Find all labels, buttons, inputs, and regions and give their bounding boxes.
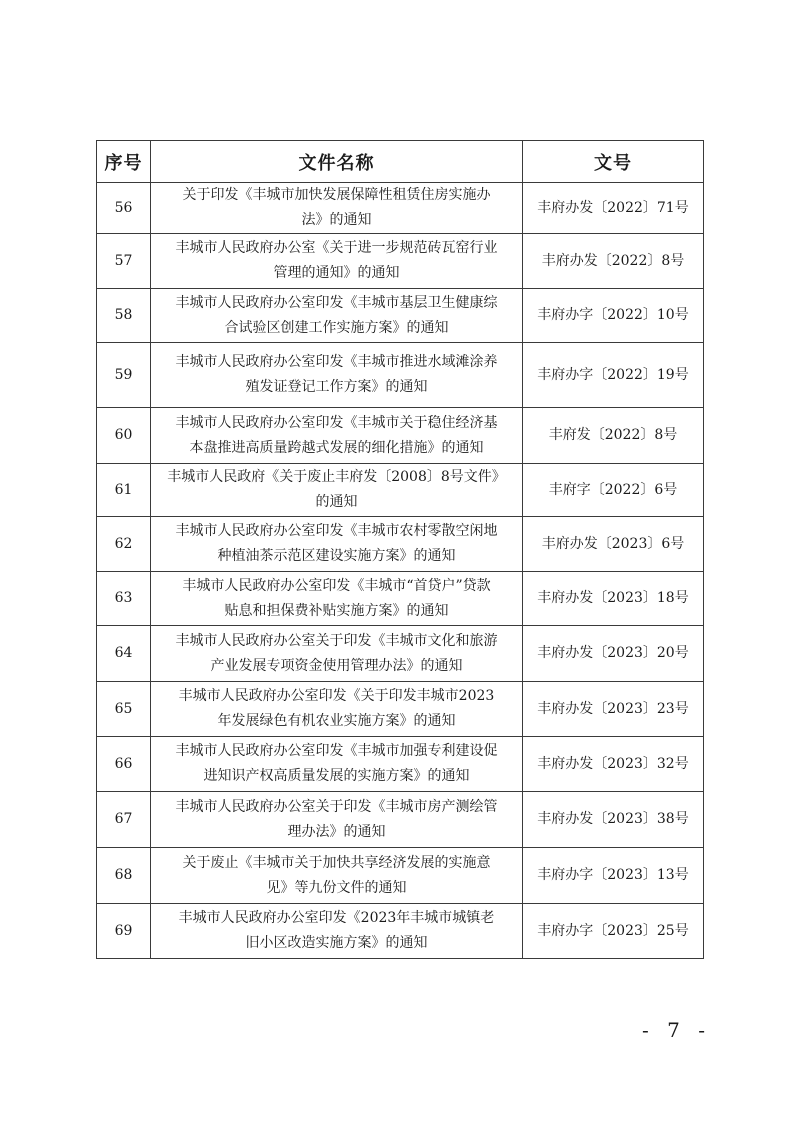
table-row <box>97 848 704 904</box>
table-row <box>97 183 704 234</box>
row-title-line2: 的通知 <box>315 494 358 510</box>
header-title: 文件名称 <box>151 141 523 183</box>
row-title-line1: 丰城市人民政府办公室关于印发《丰城市文化和旅游 <box>175 632 498 649</box>
row-title-line1: 丰城市人民政府办公室印发《2023年丰城市城镇老 <box>178 910 495 926</box>
row-doc-no: 丰府发〔2022〕8号 <box>523 408 704 464</box>
table-row <box>97 904 704 959</box>
table-row <box>97 626 704 682</box>
row-seq: 64 <box>97 626 151 682</box>
row-title <box>151 343 523 408</box>
row-doc-no: 丰府办发〔2023〕23号 <box>523 682 704 737</box>
table-header-row <box>97 141 704 183</box>
row-title <box>151 183 523 234</box>
row-title <box>151 289 523 343</box>
row-seq: 67 <box>97 792 151 848</box>
row-title <box>151 737 523 792</box>
row-title-line1: 关于印发《丰城市加快发展保障性租赁住房实施办 <box>182 187 491 203</box>
row-title <box>151 904 523 959</box>
row-doc-no: 丰府办字〔2022〕10号 <box>523 289 704 343</box>
row-doc-no: 丰府办发〔2022〕8号 <box>523 234 704 289</box>
row-seq: 66 <box>97 737 151 792</box>
table-row <box>97 464 704 517</box>
row-title-line2: 年发展绿色有机农业实施方案》的通知 <box>217 713 456 729</box>
row-title-line1: 丰城市人民政府办公室关于印发《丰城市房产测绘管 <box>175 798 498 815</box>
row-seq: 56 <box>97 183 151 234</box>
row-title-line2: 种植油茶示范区建设实施方案》的通知 <box>217 548 456 564</box>
row-title-line2: 本盘推进高质量跨越式发展的细化措施》的通知 <box>189 439 484 456</box>
table-row <box>97 792 704 848</box>
row-doc-no: 丰府办发〔2023〕20号 <box>523 626 704 682</box>
row-title <box>151 464 523 517</box>
page-number: - 7 - <box>642 1018 711 1042</box>
row-title <box>151 517 523 572</box>
row-title-line1: 丰城市人民政府办公室印发《丰城市关于稳住经济基 <box>175 414 498 431</box>
row-title <box>151 792 523 848</box>
table-row <box>97 517 704 572</box>
row-doc-no: 丰府办发〔2023〕38号 <box>523 792 704 848</box>
table-row <box>97 682 704 737</box>
row-title-line2: 贴息和担保费补贴实施方案》的通知 <box>224 602 449 619</box>
row-title-line2: 管理的通知》的通知 <box>273 265 400 281</box>
row-title-line1: 丰城市人民政府办公室印发《丰城市基层卫生健康综 <box>175 294 498 311</box>
row-title-line1: 丰城市人民政府办公室印发《丰城市加强专利建设促 <box>175 743 498 759</box>
table-row <box>97 343 704 408</box>
row-title-line2: 理办法》的通知 <box>287 823 386 840</box>
header-seq: 序号 <box>97 141 151 183</box>
header-doc-no: 文号 <box>523 141 704 183</box>
row-seq: 59 <box>97 343 151 408</box>
row-title-line2: 见》等九份文件的通知 <box>266 879 407 896</box>
table-row <box>97 408 704 464</box>
row-title <box>151 626 523 682</box>
row-title-line1: 丰城市人民政府办公室印发《关于印发丰城市2023 <box>178 688 495 704</box>
row-doc-no: 丰府办发〔2022〕71号 <box>523 183 704 234</box>
row-doc-no: 丰府办发〔2023〕18号 <box>523 572 704 626</box>
row-title <box>151 234 523 289</box>
row-title-line1: 丰城市人民政府办公室印发《丰城市农村零散空闲地 <box>175 523 498 539</box>
row-seq: 61 <box>97 464 151 517</box>
row-doc-no: 丰府字〔2022〕6号 <box>523 464 704 517</box>
table-row <box>97 737 704 792</box>
row-title-line1: 关于废止《丰城市关于加快共享经济发展的实施意 <box>182 854 491 871</box>
row-seq: 60 <box>97 408 151 464</box>
row-title-line1: 丰城市人民政府办公室《关于进一步规范砖瓦窑行业 <box>175 240 498 256</box>
row-title-line1: 丰城市人民政府《关于废止丰府发〔2008〕8号文件》 <box>167 469 506 485</box>
row-title <box>151 572 523 626</box>
row-doc-no: 丰府办字〔2022〕19号 <box>523 343 704 408</box>
row-seq: 63 <box>97 572 151 626</box>
row-seq: 62 <box>97 517 151 572</box>
row-seq: 65 <box>97 682 151 737</box>
table-row <box>97 234 704 289</box>
row-title-line1: 丰城市人民政府办公室印发《丰城市“首贷户”贷款 <box>182 577 491 594</box>
row-title <box>151 848 523 904</box>
row-title-line2: 法》的通知 <box>301 212 372 228</box>
row-title-line2: 合试验区创建工作实施方案》的通知 <box>224 319 449 336</box>
row-seq: 58 <box>97 289 151 343</box>
row-doc-no: 丰府办字〔2023〕25号 <box>523 904 704 959</box>
row-title-line2: 殖发证登记工作方案》的通知 <box>245 379 428 395</box>
row-title <box>151 682 523 737</box>
row-title <box>151 408 523 464</box>
table-row <box>97 572 704 626</box>
row-doc-no: 丰府办发〔2023〕6号 <box>523 517 704 572</box>
row-seq: 57 <box>97 234 151 289</box>
row-title-line1: 丰城市人民政府办公室印发《丰城市推进水域滩涂养 <box>175 354 498 370</box>
row-seq: 69 <box>97 904 151 959</box>
table-row <box>97 289 704 343</box>
row-title-line2: 旧小区改造实施方案》的通知 <box>245 935 428 951</box>
row-doc-no: 丰府办字〔2023〕13号 <box>523 848 704 904</box>
row-title-line2: 产业发展专项资金使用管理办法》的通知 <box>210 657 463 674</box>
document-list-table <box>96 140 704 959</box>
row-seq: 68 <box>97 848 151 904</box>
row-title-line2: 进知识产权高质量发展的实施方案》的通知 <box>203 768 470 784</box>
row-doc-no: 丰府办发〔2023〕32号 <box>523 737 704 792</box>
